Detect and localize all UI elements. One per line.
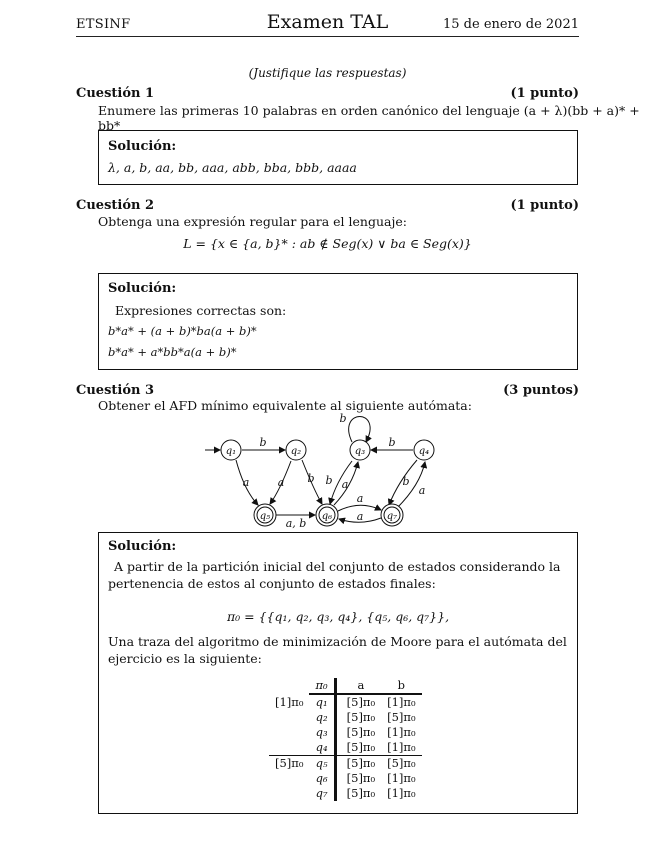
table-cell-state: q₆ bbox=[309, 771, 335, 786]
q3-solution-paragraph-1: A partir de la partición inicial del conjunto de estados considerando la pertenencia de estos al conjunto de estados finales: bbox=[108, 559, 561, 591]
q2-expression-1: b*a* + (a + b)*ba(a + b)* bbox=[108, 324, 257, 338]
edge-label-q3-q6: a bbox=[341, 478, 349, 491]
q2-expression-2: b*a* + a*bb*a(a + b)* bbox=[108, 345, 237, 359]
table-row bbox=[269, 740, 422, 756]
edge-label-q1-q5: a bbox=[242, 476, 250, 489]
table-header-pi: π₀ bbox=[309, 678, 335, 694]
q3-solution-paragraph-2: Una traza del algoritmo de minimización de Moore para el autómata del ejercicio es la siguiente: bbox=[108, 634, 567, 666]
table-cell-class bbox=[269, 725, 309, 740]
edge-label-q6-q3: b bbox=[325, 474, 333, 487]
label-q3: q₃ bbox=[354, 446, 366, 457]
q2-solution-title: Solución: bbox=[108, 281, 177, 296]
edge-label-q2-q5: a bbox=[277, 476, 285, 489]
table-cell-b: [5]π₀ bbox=[387, 710, 416, 724]
table-header-a: a bbox=[335, 678, 381, 694]
q3-text: Obtener el AFD mínimo equivalente al siguiente autómata: bbox=[98, 398, 472, 413]
label-q5: q₅ bbox=[259, 511, 271, 522]
table-cell-b: [1]π₀ bbox=[387, 771, 416, 785]
page-title: Examen TAL bbox=[266, 11, 389, 33]
table-cell-b: [1]π₀ bbox=[387, 725, 416, 739]
q3-partition: π₀ = {{q₁, q₂, q₃, q₄}, {q₅, q₆, q₇}}, bbox=[226, 609, 450, 624]
table-cell-b: [1]π₀ bbox=[381, 740, 421, 756]
table-row bbox=[269, 725, 422, 740]
table-cell-class bbox=[269, 740, 309, 756]
table-header-row bbox=[269, 678, 422, 694]
table-cell-a: [5]π₀ bbox=[346, 725, 376, 739]
table-cell-a: [5]π₀ bbox=[346, 710, 376, 724]
q1-solution-title: Solución: bbox=[108, 139, 177, 154]
label-q4: q₄ bbox=[418, 446, 430, 457]
table-cell-class: [5]π₀ bbox=[275, 756, 304, 770]
q2-points: (1 punto) bbox=[510, 198, 579, 213]
label-q7: q₇ bbox=[386, 511, 398, 522]
table-row bbox=[269, 756, 422, 772]
label-q1: q₁ bbox=[225, 446, 237, 457]
q3-solution-title: Solución: bbox=[108, 539, 177, 554]
table-cell-class: [1]π₀ bbox=[275, 694, 304, 709]
q3-points: (3 puntos) bbox=[503, 383, 579, 398]
table-cell-state: q₃ bbox=[309, 725, 335, 740]
table-header-b: b bbox=[381, 678, 421, 694]
q1-text: Enumere las primeras 10 palabras en orden canónico del lenguaje (a + λ)(bb + a)* + bb* bbox=[98, 103, 640, 133]
table-cell-b: [1]π₀ bbox=[387, 695, 416, 709]
table-cell-class bbox=[269, 771, 309, 786]
table-cell-a: [5]π₀ bbox=[335, 740, 381, 756]
table-cell-state: q₇ bbox=[309, 786, 335, 801]
edge-label-q6-q7: a bbox=[356, 492, 364, 505]
q1-title: Cuestión 1 bbox=[76, 86, 155, 101]
q2-solution-intro: Expresiones correctas son: bbox=[115, 303, 287, 318]
table-cell-b: [1]π₀ bbox=[387, 786, 416, 800]
edge-label-q1-q2: b bbox=[259, 436, 267, 449]
label-q6: q₆ bbox=[321, 511, 333, 522]
table-row bbox=[269, 694, 422, 710]
table-row bbox=[269, 771, 422, 786]
table-row bbox=[269, 710, 422, 725]
label-q2: q₂ bbox=[290, 446, 302, 457]
q1-points: (1 punto) bbox=[510, 86, 579, 101]
edge-q3-loop bbox=[349, 417, 370, 443]
table-cell-state: q₅ bbox=[309, 756, 335, 772]
edge-label-q3-loop: b bbox=[339, 412, 347, 425]
edge-label-q7-q6: a bbox=[356, 510, 364, 523]
moore-table-wrapper bbox=[269, 678, 422, 801]
table-cell-class bbox=[269, 710, 309, 725]
header-left: ETSINF bbox=[76, 17, 131, 32]
table-cell-state: q₄ bbox=[309, 740, 335, 756]
table-cell-state: q₁ bbox=[309, 694, 335, 710]
q2-formula: L = {x ∈ {a, b}* : ab ∉ Seg(x) ∨ ba ∈ Seg(x)} bbox=[183, 236, 472, 251]
edge-label-q7-q4: a bbox=[418, 484, 426, 497]
table-row bbox=[269, 786, 422, 801]
q3-title: Cuestión 3 bbox=[76, 383, 155, 398]
table-cell-class bbox=[269, 786, 309, 801]
header-date: 15 de enero de 2021 bbox=[443, 17, 579, 32]
edge-label-q5-q6: a, b bbox=[285, 517, 307, 530]
table-cell-a: [5]π₀ bbox=[346, 771, 376, 785]
q1-solution-text: λ, a, b, aa, bb, aaa, abb, bba, bbb, aaaa bbox=[108, 160, 357, 175]
instructions-note: (Justifique las respuestas) bbox=[248, 66, 407, 80]
moore-table bbox=[269, 678, 422, 801]
edge-label-q4-q7: b bbox=[402, 475, 410, 488]
q3-solution-box bbox=[98, 532, 578, 814]
edge-label-q2-q6: b bbox=[307, 472, 315, 485]
edge-label-q4-q3: b bbox=[388, 436, 396, 449]
table-cell-a: [5]π₀ bbox=[346, 756, 376, 770]
table-cell-state: q₂ bbox=[309, 710, 335, 725]
table-cell-a: [5]π₀ bbox=[346, 786, 376, 800]
table-cell-b: [5]π₀ bbox=[387, 756, 416, 770]
q2-title: Cuestión 2 bbox=[76, 198, 155, 213]
table-cell-a: [5]π₀ bbox=[346, 695, 376, 709]
q2-text: Obtenga una expresión regular para el lenguaje: bbox=[98, 214, 407, 229]
